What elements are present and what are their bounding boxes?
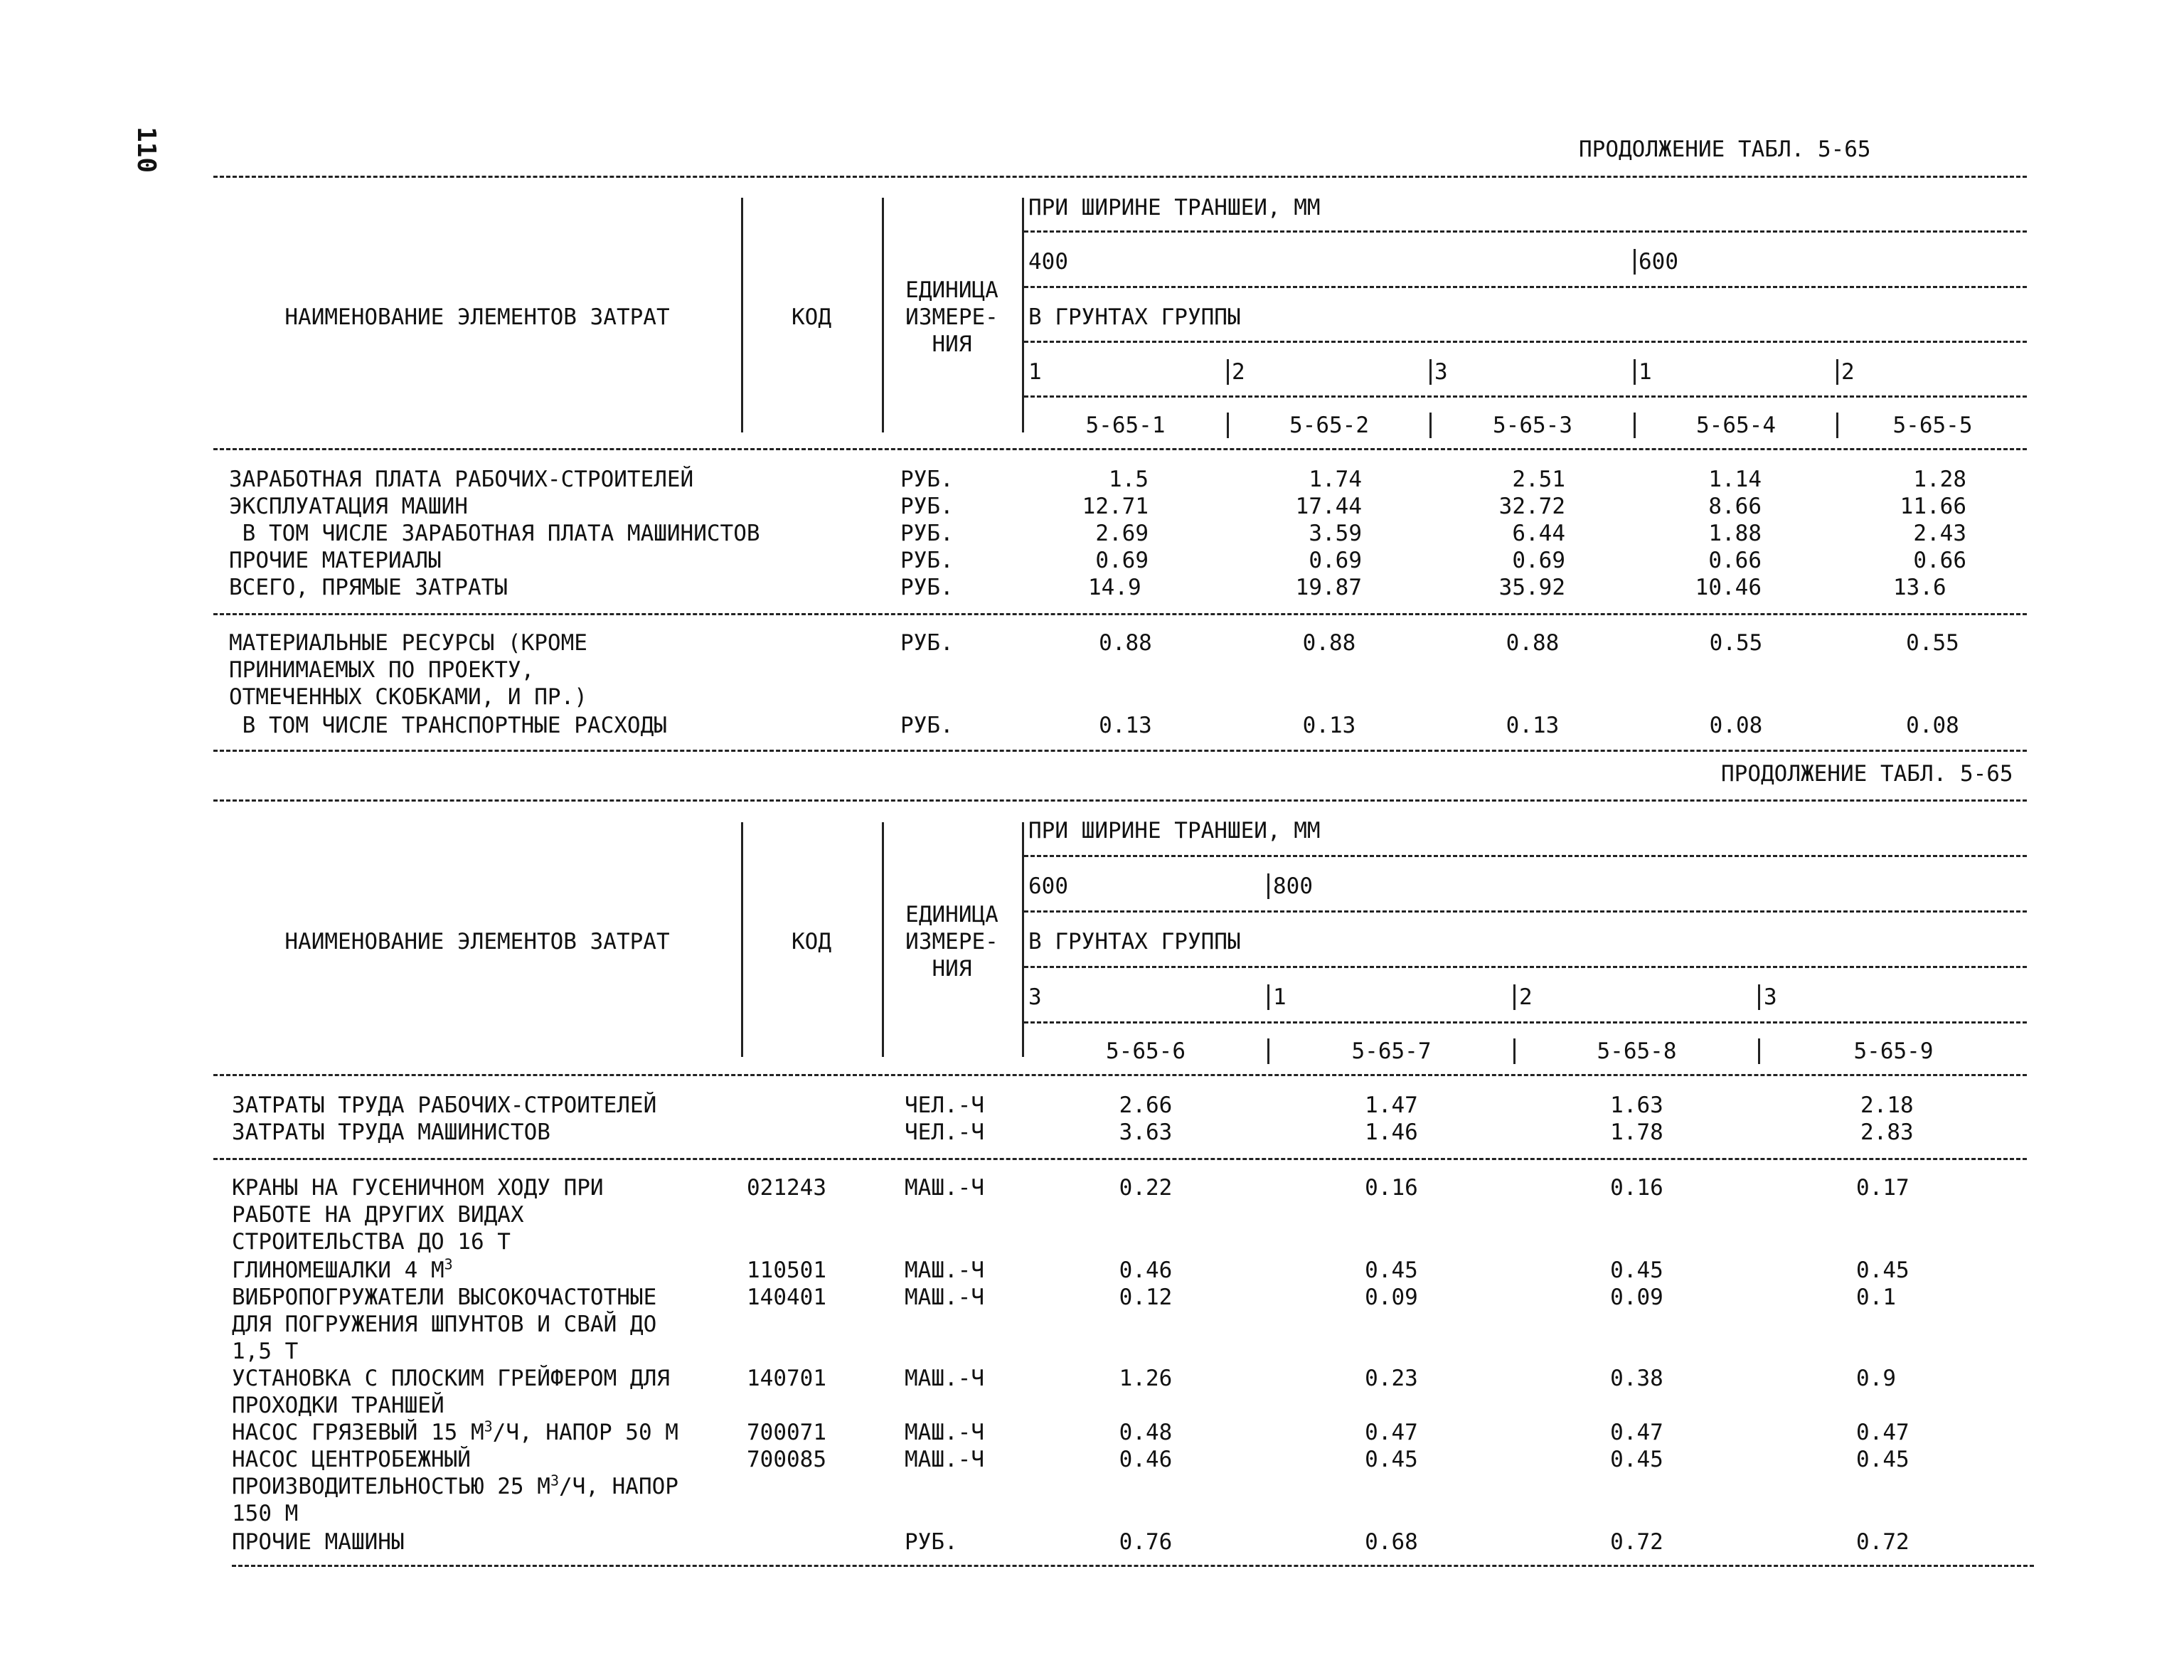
t2-machine-name: ПРОЧИЕ МАШИНЫ [232, 1529, 405, 1555]
t2-machine-code: 110501 [747, 1258, 826, 1283]
t2-hdr-unit-2: ИЗМЕРЕ- [905, 929, 998, 955]
t2-cell: 0.38 [1610, 1366, 1663, 1391]
t2-machine-name-text: ГЛИНОМЕШАЛКИ 4 М [232, 1258, 444, 1283]
t2-machine-code: 140401 [747, 1285, 826, 1310]
t1-cell: 0.66 [1913, 548, 1966, 573]
t1-row-unit: РУБ. [900, 630, 954, 656]
t2-machine-name-1: НАСОС ЦЕНТРОБЕЖНЫЙ [232, 1447, 471, 1472]
t1-cell: 0.69 [1512, 548, 1565, 573]
t2-machine-unit: МАШ.-Ч [905, 1285, 984, 1310]
t1-cell: 2.51 [1512, 467, 1565, 492]
t2-bottom-rule [232, 1565, 2034, 1567]
t2-cell: 0.09 [1610, 1285, 1663, 1310]
t1-header-bottom-rule [213, 448, 2027, 450]
t2-cell: 0.16 [1365, 1175, 1418, 1201]
t2-cell: 0.68 [1365, 1529, 1418, 1555]
t1-group: 3 [1434, 359, 1448, 385]
t2-cell: 0.48 [1119, 1420, 1173, 1445]
t2-machine-name-2: ДЛЯ ПОГРУЖЕНИЯ ШПУНТОВ И СВАЙ ДО [232, 1312, 657, 1337]
t2-cell: 1.63 [1610, 1092, 1663, 1118]
t2-machine-name [232, 1420, 678, 1445]
t1-cell: 17.44 [1295, 494, 1362, 519]
t1-group-sep [1836, 359, 1838, 385]
t1-group: 1 [1639, 359, 1652, 385]
t1-row-unit: РУБ. [900, 521, 954, 546]
t2-machine-name-text: НАСОС ГРЯЗЕВЫЙ 15 М [232, 1420, 484, 1445]
t2-machine-code: 140701 [747, 1366, 826, 1391]
t1-hdr-rule-1 [1024, 230, 2027, 233]
t2-cell: 0.09 [1365, 1285, 1418, 1310]
t1-cell: 10.46 [1695, 575, 1762, 600]
t1-cell: 0.88 [1099, 630, 1152, 656]
t2-machine-name-1: КРАНЫ НА ГУСЕНИЧНОМ ХОДУ ПРИ [232, 1175, 604, 1201]
t2-cell: 0.12 [1119, 1285, 1173, 1310]
t1-mat-name-1: МАТЕРИАЛЬНЫЕ РЕСУРСЫ (КРОМЕ [229, 630, 587, 656]
t1-hdr-unit-1: ЕДИНИЦА [905, 277, 998, 303]
t1-hdr-unit-2: ИЗМЕРЕ- [905, 304, 998, 330]
t1-cell: 0.55 [1906, 630, 1959, 656]
t2-col-code: 5-65-6 [1106, 1038, 1186, 1064]
t1-col-code: 5-65-4 [1696, 413, 1776, 438]
t2-col-code: 5-65-8 [1597, 1038, 1677, 1064]
t2-hdr-rule-3 [1024, 966, 2027, 968]
t2-cell: 2.66 [1119, 1092, 1173, 1118]
t2-cell: 0.22 [1119, 1175, 1173, 1201]
t1-group-sep [1227, 359, 1229, 385]
t1-hdr-rule-3 [1024, 341, 2027, 343]
t2-cell: 0.16 [1610, 1175, 1663, 1201]
t1-row-unit: РУБ. [900, 713, 954, 738]
t2-hdr-rule-4 [1024, 1021, 2027, 1024]
t1-col-code: 5-65-2 [1289, 413, 1369, 438]
t1-cell: 0.69 [1095, 548, 1149, 573]
t2-cell: 0.45 [1365, 1447, 1418, 1472]
t2-cell: 0.1 [1856, 1285, 1896, 1310]
t2-hdr-width-sep [1267, 873, 1269, 899]
t2-row-name: ЗАТРАТЫ ТРУДА РАБОЧИХ-СТРОИТЕЛЕЙ [232, 1092, 657, 1118]
t1-hdr-name: НАИМЕНОВАНИЕ ЭЛЕМЕНТОВ ЗАТРАТ [284, 304, 670, 330]
t2-section-rule [213, 1158, 2027, 1160]
t2-group-sep [1267, 984, 1269, 1010]
t1-group: 2 [1232, 359, 1245, 385]
t2-row-name: ЗАТРАТЫ ТРУДА МАШИНИСТОВ [232, 1120, 550, 1145]
t2-machine-name-2: РАБОТЕ НА ДРУГИХ ВИДАХ [232, 1202, 524, 1228]
t1-mat-name-3: ОТМЕЧЕННЫХ СКОБКАМИ, И ПР.) [229, 684, 587, 710]
t2-cell: 1.78 [1610, 1120, 1663, 1145]
t1-cell: 35.92 [1498, 575, 1565, 600]
t2-cell: 0.45 [1365, 1258, 1418, 1283]
t2-machine-unit: РУБ. [905, 1529, 958, 1555]
t2-machine-name-3: СТРОИТЕЛЬСТВА ДО 16 Т [232, 1229, 511, 1255]
t2-cell: 3.63 [1119, 1120, 1173, 1145]
t2-group: 1 [1273, 984, 1287, 1010]
t1-hdr-width-600: 600 [1639, 249, 1678, 275]
t2-superscript: 3 [444, 1255, 453, 1273]
t1-hdr-width-400: 400 [1028, 249, 1068, 275]
t2-hdr-soil-group: В ГРУНТАХ ГРУППЫ [1028, 929, 1241, 955]
t2-machine-unit: МАШ.-Ч [905, 1420, 984, 1445]
t2-machine-name-1: УСТАНОВКА С ПЛОСКИМ ГРЕЙФЕРОМ ДЛЯ [232, 1366, 670, 1391]
t2-cell: 0.17 [1856, 1175, 1909, 1201]
t2-machine-name [232, 1255, 453, 1283]
t1-hdr-width-sep [1634, 249, 1636, 275]
t1-mat-name-2: ПРИНИМАЕМЫХ ПО ПРОЕКТУ, [229, 657, 535, 683]
t2-cell: 0.46 [1119, 1447, 1173, 1472]
t2-superscript: 3 [550, 1472, 559, 1489]
t2-cell: 0.45 [1610, 1447, 1663, 1472]
table1-top-rule [213, 176, 2027, 178]
t1-cell: 2.69 [1095, 521, 1149, 546]
t1-row-unit: РУБ. [900, 548, 954, 573]
page-number: 110 [132, 127, 161, 174]
t2-hdr-width-800: 800 [1273, 873, 1313, 899]
t2-group-sep [1513, 984, 1516, 1010]
t2-cell: 0.23 [1365, 1366, 1418, 1391]
t1-group: 2 [1841, 359, 1855, 385]
t1-cell: 0.13 [1302, 713, 1356, 738]
t1-row-name: ПРОЧИЕ МАТЕРИАЛЫ [229, 548, 442, 573]
t2-row-unit: ЧЕЛ.-Ч [905, 1120, 984, 1145]
t2-machine-code: 700085 [747, 1447, 826, 1472]
t1-cell: 32.72 [1498, 494, 1565, 519]
t2-cell: 2.18 [1860, 1092, 1914, 1118]
t1-cell: 13.6 [1893, 575, 1946, 600]
t2-machine-name-text: /Ч, НАПОР [558, 1474, 678, 1499]
t1-cell: 11.66 [1900, 494, 1966, 519]
t2-hdr-unit-1: ЕДИНИЦА [905, 902, 998, 927]
t2-cell: 0.72 [1610, 1529, 1663, 1555]
t1-cell: 1.74 [1309, 467, 1362, 492]
t2-machine-code: 021243 [747, 1175, 826, 1201]
t1-cell: 0.88 [1302, 630, 1356, 656]
t2-machine-name-text: /Ч, НАПОР 50 М [492, 1420, 678, 1445]
t2-cell: 2.83 [1860, 1120, 1914, 1145]
t2-machine-unit: МАШ.-Ч [905, 1258, 984, 1283]
t2-machine-name-3: 1,5 Т [232, 1339, 299, 1364]
t1-row-unit: РУБ. [900, 575, 954, 600]
t1-cell: 1.5 [1109, 467, 1149, 492]
t2-cell: 1.26 [1119, 1366, 1173, 1391]
t1-cell: 19.87 [1295, 575, 1362, 600]
t1-cell: 0.13 [1506, 713, 1560, 738]
t2-hdr-width-600: 600 [1028, 873, 1068, 899]
t1-group-sep [1634, 359, 1636, 385]
t1-hdr-code: КОД [792, 304, 831, 330]
t2-machine-name-1: ВИБРОПОГРУЖАТЕЛИ ВЫСОКОЧАСТОТНЫЕ [232, 1285, 657, 1310]
t2-hdr-name: НАИМЕНОВАНИЕ ЭЛЕМЕНТОВ ЗАТРАТ [284, 929, 670, 955]
t1-hdr-trench-width: ПРИ ШИРИНЕ ТРАНШЕИ, ММ [1028, 195, 1321, 220]
t2-cell: 0.47 [1365, 1420, 1418, 1445]
t1-cell: 0.88 [1506, 630, 1560, 656]
t2-header-bottom-rule [213, 1074, 2027, 1076]
t1-cell: 1.28 [1913, 467, 1966, 492]
t2-machine-unit: МАШ.-Ч [905, 1447, 984, 1472]
t1-cell: 8.66 [1708, 494, 1762, 519]
t2-hdr-trench-width: ПРИ ШИРИНЕ ТРАНШЕИ, ММ [1028, 818, 1321, 844]
t1-row-name: ЭКСПЛУАТАЦИЯ МАШИН [229, 494, 468, 519]
t2-hdr-unit-3: НИЯ [932, 956, 972, 982]
t1-cell: 1.88 [1708, 521, 1762, 546]
t1-cell: 0.66 [1708, 548, 1762, 573]
t1-row-name: В ТОМ ЧИСЛЕ ТРАНСПОРТНЫЕ РАСХОДЫ [229, 713, 667, 738]
t2-superscript: 3 [484, 1418, 493, 1435]
t2-col-code: 5-65-7 [1351, 1038, 1432, 1064]
t1-hdr-rule-2 [1024, 286, 2027, 288]
t2-cell: 0.45 [1856, 1447, 1909, 1472]
t2-cell: 0.76 [1119, 1529, 1173, 1555]
t1-row-name: В ТОМ ЧИСЛЕ ЗАРАБОТНАЯ ПЛАТА МАШИНИСТОВ [229, 521, 760, 546]
t1-cell: 3.59 [1309, 521, 1362, 546]
t1-section-rule [213, 613, 2027, 615]
t1-row-unit: РУБ. [900, 467, 954, 492]
t2-hdr-rule-1 [1024, 855, 2027, 857]
t2-cell: 1.47 [1365, 1092, 1418, 1118]
t2-machine-name-text: ПРОИЗВОДИТЕЛЬНОСТЬЮ 25 М [232, 1474, 550, 1499]
t2-group: 2 [1519, 984, 1533, 1010]
t1-hdr-rule-4 [1024, 395, 2027, 398]
t1-col-code: 5-65-1 [1085, 413, 1166, 438]
t2-cell: 0.72 [1856, 1529, 1909, 1555]
t1-cell: 0.13 [1099, 713, 1152, 738]
t1-row-name: ВСЕГО, ПРЯМЫЕ ЗАТРАТЫ [229, 575, 508, 600]
t1-cell: 2.43 [1913, 521, 1966, 546]
t2-cell: 1.46 [1365, 1120, 1418, 1145]
t1-group: 1 [1028, 359, 1042, 385]
t1-cell: 0.55 [1709, 630, 1763, 656]
t2-cell: 0.45 [1610, 1258, 1663, 1283]
t2-machine-name-2 [232, 1474, 678, 1499]
t1-cell: 12.71 [1082, 494, 1149, 519]
t2-row-unit: ЧЕЛ.-Ч [905, 1092, 984, 1118]
t1-col-code: 5-65-5 [1892, 413, 1973, 438]
t1-bottom-rule [213, 750, 2027, 752]
t2-hdr-rule-2 [1024, 910, 2027, 913]
t1-hdr-soil-group: В ГРУНТАХ ГРУППЫ [1028, 304, 1241, 330]
t2-machine-name-3: 150 М [232, 1501, 299, 1526]
t1-cell: 0.08 [1906, 713, 1959, 738]
table2-caption: ПРОДОЛЖЕНИЕ ТАБЛ. 5-65 [1721, 761, 2013, 787]
t1-group-sep [1429, 359, 1432, 385]
t1-row-unit: РУБ. [900, 494, 954, 519]
t2-cell: 0.47 [1856, 1420, 1909, 1445]
t2-machine-code: 700071 [747, 1420, 826, 1445]
t1-cell: 0.69 [1309, 548, 1362, 573]
t1-hdr-unit-3: НИЯ [932, 331, 972, 357]
t1-col-code: 5-65-3 [1493, 413, 1572, 438]
t2-cell: 0.47 [1610, 1420, 1663, 1445]
table2-top-rule [213, 799, 2027, 802]
t2-machine-unit: МАШ.-Ч [905, 1175, 984, 1201]
t2-group: 3 [1764, 984, 1777, 1010]
t1-row-name: ЗАРАБОТНАЯ ПЛАТА РАБОЧИХ-СТРОИТЕЛЕЙ [229, 467, 694, 492]
t2-cell: 0.46 [1119, 1258, 1173, 1283]
t2-cell: 0.9 [1856, 1366, 1896, 1391]
table1-caption: ПРОДОЛЖЕНИЕ ТАБЛ. 5-65 [1579, 137, 1871, 162]
t2-machine-unit: МАШ.-Ч [905, 1366, 984, 1391]
t2-group: 3 [1028, 984, 1042, 1010]
t1-cell: 6.44 [1512, 521, 1565, 546]
t2-hdr-code: КОД [792, 929, 831, 955]
t1-cell: 1.14 [1708, 467, 1762, 492]
t2-cell: 0.45 [1856, 1258, 1909, 1283]
t2-group-sep [1758, 984, 1760, 1010]
t2-col-code: 5-65-9 [1853, 1038, 1934, 1064]
t1-cell: 0.08 [1709, 713, 1763, 738]
t1-cell: 14.9 [1088, 575, 1141, 600]
t2-machine-name-2: ПРОХОДКИ ТРАНШЕЙ [232, 1393, 444, 1418]
